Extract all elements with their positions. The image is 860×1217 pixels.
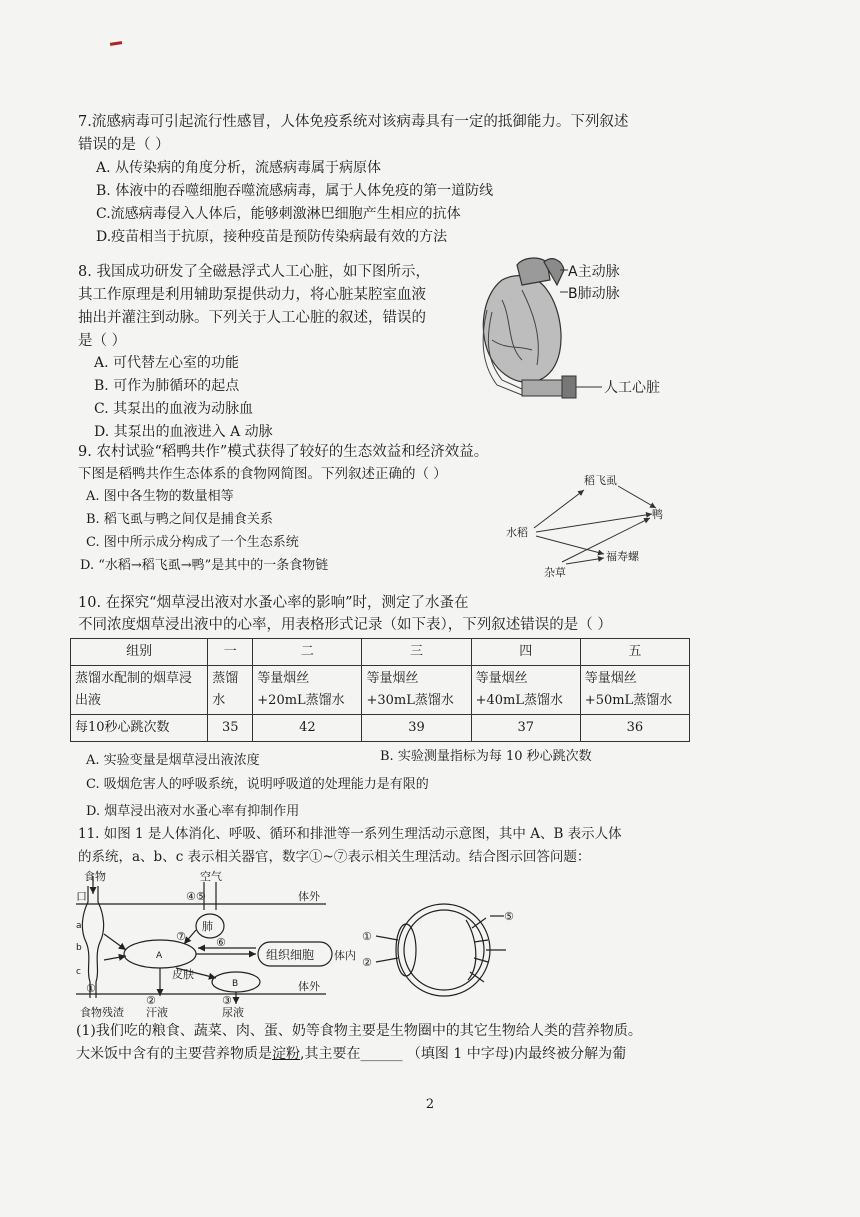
- table-row: [71, 715, 690, 742]
- q9-stem-line1: 9. 农村试验“稻鸭共作”模式获得了较好的生态效益和经济效益。: [78, 444, 489, 460]
- q7-stem-line2: 错误的是（ ）: [78, 137, 170, 153]
- label-step-7: ⑦: [176, 930, 186, 943]
- q7-option-d: D.疫苗相当于抗原，接种疫苗是预防传染病最有效的方法: [96, 229, 448, 245]
- q9-option-d: D. “水稻→稻飞虱→鸭”是其中的一条食物链: [80, 558, 329, 573]
- table-cell: 等量烟丝+40mL蒸馏水: [471, 666, 580, 715]
- q8-option-b: B. 可作为肺循环的起点: [94, 378, 240, 394]
- table-cell: 五: [580, 639, 689, 666]
- table-cell: 42: [253, 715, 362, 742]
- table-cell: 蒸馏水配制的烟草浸出液: [71, 666, 208, 715]
- q8-stem-line4: 是（ ）: [78, 333, 127, 349]
- table-cell: 35: [208, 715, 253, 742]
- label-urine: 尿液: [222, 1006, 244, 1018]
- label-organ-c: c: [76, 967, 81, 977]
- label-inside: 体内: [334, 949, 356, 962]
- q10-option-d: D. 烟草浸出液对水蚤心率有抑制作用: [86, 804, 300, 819]
- label-food: 食物: [84, 870, 106, 883]
- table-cell: 39: [362, 715, 471, 742]
- table-cell: 等量烟丝+30mL蒸馏水: [362, 666, 471, 715]
- table-cell: 每10秒心跳次数: [71, 715, 208, 742]
- label-feces: 食物残渣: [80, 1006, 124, 1018]
- label-pulmonary-artery: B肺动脉: [568, 286, 620, 302]
- q8-option-d: D. 其泵出的血液进入 A 动脉: [94, 424, 273, 440]
- label-system-a: A: [156, 951, 163, 961]
- label-organ-b: b: [76, 943, 82, 953]
- table-cell: 一: [208, 639, 253, 666]
- q10-option-b: B. 实验测量指标为每 10 秒心跳次数: [380, 749, 592, 764]
- table-cell: 37: [471, 715, 580, 742]
- q7-option-c: C.流感病毒侵入人体后，能够刺激淋巴细胞产生相应的抗体: [96, 206, 461, 222]
- label-system-b: B: [232, 979, 239, 989]
- q9-option-c: C. 图中所示成分构成了一个生态系统: [86, 535, 299, 550]
- label-step-1: ①: [86, 982, 96, 995]
- label-skin: 皮肤: [172, 968, 194, 981]
- table-cell: 四: [471, 639, 580, 666]
- q11-sub1-text-a: 大米饭中含有的主要营养物质是: [76, 1046, 272, 1062]
- label-steps-4-5: ④⑤: [186, 890, 206, 903]
- table-cell: 组别: [71, 639, 208, 666]
- table-cell: 三: [362, 639, 471, 666]
- page-number: 2: [425, 1097, 435, 1112]
- q11-sub1-line2: [76, 1045, 626, 1063]
- node-planthopper: 稻飞虱: [584, 474, 617, 487]
- red-pen-mark: [110, 41, 122, 46]
- q11-sub1-answer-starch: 淀粉: [272, 1046, 300, 1062]
- q10-stem-line2: 不同浓度烟草浸出液中的心率，用表格形式记录（如下表），下列叙述错误的是（ ）: [78, 617, 612, 633]
- q8-stem-line1: 8. 我国成功研发了全磁悬浮式人工心脏，如下图所示，: [78, 264, 430, 280]
- node-snail: 福寿螺: [606, 550, 639, 563]
- table-cell: 等量烟丝+20mL蒸馏水: [253, 666, 362, 715]
- q10-stem-line1: 10. 在探究“烟草浸出液对水蚤心率的影响”时，测定了水蚤在: [78, 595, 469, 611]
- label-tissue-cells: 组织细胞: [266, 948, 315, 962]
- label-step-3: ③: [222, 994, 232, 1007]
- label-eye-1: ①: [362, 930, 372, 943]
- q8-stem-line3: 抽出并灌注到动脉。下列关于人工心脏的叙述，错误的: [78, 310, 426, 326]
- q11-stem-line1: 11. 如图 1 是人体消化、呼吸、循环和排泄等一系列生理活动示意图，其中 A、B 表示人体: [78, 826, 622, 842]
- heart-rate-table: [70, 638, 690, 742]
- physiology-diagram: [76, 870, 536, 1018]
- table-cell: 蒸馏水: [208, 666, 253, 715]
- label-eye-5: ⑤: [504, 910, 514, 923]
- q10-option-c: C. 吸烟危害人的呼吸系统，说明呼吸道的处理能力是有限的: [86, 777, 429, 792]
- label-lung: 肺: [202, 920, 213, 933]
- label-organ-a: a: [76, 921, 82, 931]
- label-step-2: ②: [146, 994, 156, 1007]
- node-duck: 鸭: [652, 508, 663, 521]
- q11-stem-line2: 的系统，a、b、c 表示相关器官，数字①~⑦表示相关生理活动。结合图示回答问题：: [78, 849, 591, 865]
- table-cell: 二: [253, 639, 362, 666]
- q8-stem-line2: 其工作原理是利用辅助泵提供动力，将心脏某腔室血液: [78, 287, 426, 303]
- table-row: [71, 666, 690, 715]
- label-mouth: 口: [76, 890, 87, 903]
- food-web-figure: [500, 462, 680, 582]
- label-outside-bottom: 体外: [298, 980, 320, 993]
- label-air: 空气: [200, 870, 222, 883]
- table-row: [71, 639, 690, 666]
- q7-option-a: A. 从传染病的角度分析，流感病毒属于病原体: [96, 160, 382, 176]
- q11-sub1-line1: (1)我们吃的粮食、蔬菜、肉、蛋、奶等食物主要是生物圈中的其它生物给人类的营养物质。: [76, 1023, 642, 1039]
- artificial-heart-figure: [462, 250, 682, 415]
- q10-option-a: A. 实验变量是烟草浸出液浓度: [86, 753, 260, 768]
- q9-option-b: B. 稻飞虱与鸭之间仅是捕食关系: [86, 512, 273, 527]
- q7-option-b: B. 体液中的吞噬细胞吞噬流感病毒，属于人体免疫的第一道防线: [96, 183, 494, 199]
- label-sweat: 汗液: [146, 1006, 168, 1018]
- q8-option-c: C. 其泵出的血液为动脉血: [94, 401, 254, 417]
- q7-stem-line1: 7.流感病毒可引起流行性感冒，人体免疫系统对该病毒具有一定的抵御能力。下列叙述: [78, 114, 629, 130]
- q9-stem-line2: 下图是稻鸭共作生态体系的食物网简图。下列叙述正确的（ ）: [78, 466, 447, 482]
- table-cell: 等量烟丝+50mL蒸馏水: [580, 666, 689, 715]
- label-aorta: A主动脉: [568, 264, 620, 280]
- table-cell: 36: [580, 715, 689, 742]
- node-weed: 杂草: [544, 566, 566, 579]
- q9-option-a: A. 图中各生物的数量相等: [86, 489, 234, 504]
- label-artificial-heart: 人工心脏: [604, 380, 660, 396]
- q8-option-a: A. 可代替左心室的功能: [94, 355, 240, 371]
- q11-sub1-text-c: ,其主要在______ （填图 1 中字母)内最终被分解为葡: [300, 1046, 627, 1062]
- node-rice: 水稻: [506, 526, 528, 539]
- label-outside-top: 体外: [298, 890, 320, 903]
- label-eye-2: ②: [362, 956, 372, 969]
- label-step-6: ⑥: [216, 936, 226, 949]
